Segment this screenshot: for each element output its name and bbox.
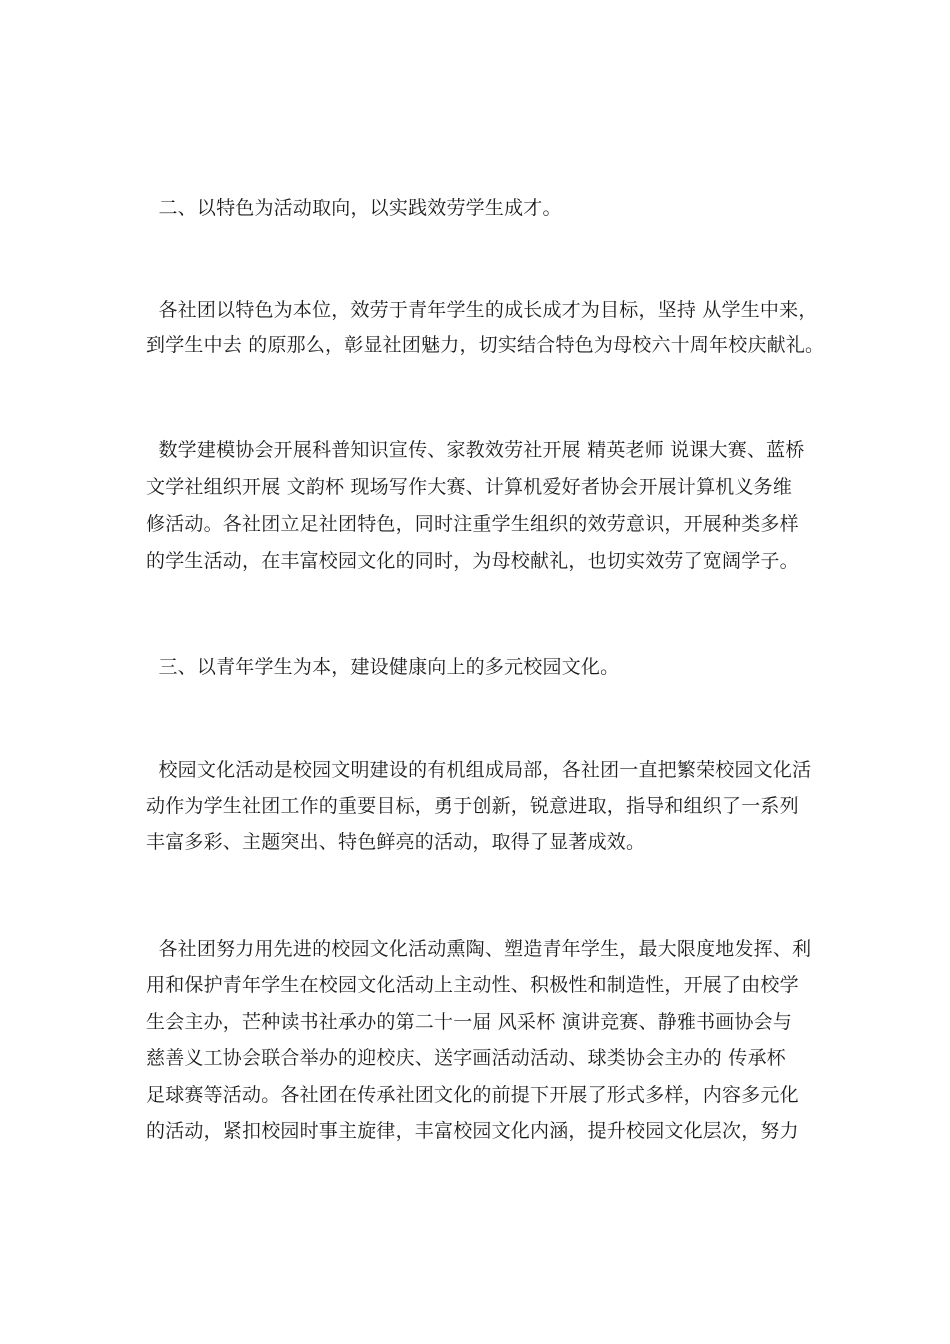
- paragraph-4-line-3: 生会主办，芒种读书社承办的第二十一届 风采杯 演讲竞赛、静雅书画协会与: [146, 1011, 793, 1033]
- paragraph-2-line-2: 文学社组织开展 文韵杯 现场写作大赛、计算机爱好者协会开展计算机义务维: [146, 476, 793, 498]
- paragraph-3-line-1: 校园文化活动是校园文明建设的有机组成局部，各社团一直把繁荣校园文化活: [146, 759, 812, 781]
- paragraph-1-line-2: 到学生中去 的原那么，彰显社团魅力，切实结合特色为母校六十周年校庆献礼。: [146, 334, 825, 356]
- paragraph-3-line-2: 动作为学生社团工作的重要目标，勇于创新，锐意进取，指导和组织了一系列: [146, 795, 799, 817]
- paragraph-3-line-3: 丰富多彩、主题突出、特色鲜亮的活动，取得了显著成效。: [146, 831, 646, 853]
- paragraph-2-line-3: 修活动。各社团立足社团特色，同时注重学生组织的效劳意识，开展种类多样: [146, 513, 799, 535]
- paragraph-2-line-1: 数学建模协会开展科普知识宣传、家教效劳社开展 精英老师 说课大赛、蓝桥: [146, 439, 805, 461]
- section-heading-3: 三、以青年学生为本，建设健康向上的多元校园文化。: [146, 656, 620, 678]
- paragraph-1-line-1: 各社团以特色为本位，效劳于青年学生的成长成才为目标，坚持 从学生中来，: [146, 299, 818, 321]
- paragraph-4-line-4: 慈善义工协会联合举办的迎校庆、送字画活动活动、球类协会主办的 传承杯: [146, 1047, 786, 1069]
- paragraph-4-line-6: 的活动，紧扣校园时事主旋律，丰富校园文化内涵，提升校园文化层次，努力: [146, 1120, 799, 1142]
- paragraph-2-line-4: 的学生活动，在丰富校园文化的同时，为母校献礼，也切实效劳了宽阔学子。: [146, 550, 799, 572]
- section-heading-2: 二、以特色为活动取向，以实践效劳学生成才。: [146, 197, 562, 219]
- paragraph-4-line-1: 各社团努力用先进的校园文化活动熏陶、塑造青年学生，最大限度地发挥、利: [146, 938, 812, 960]
- paragraph-4-line-2: 用和保护青年学生在校园文化活动上主动性、积极性和制造性，开展了由校学: [146, 974, 799, 996]
- paragraph-4-line-5: 足球赛等活动。各社团在传承社团文化的前提下开展了形式多样，内容多元化: [146, 1084, 799, 1106]
